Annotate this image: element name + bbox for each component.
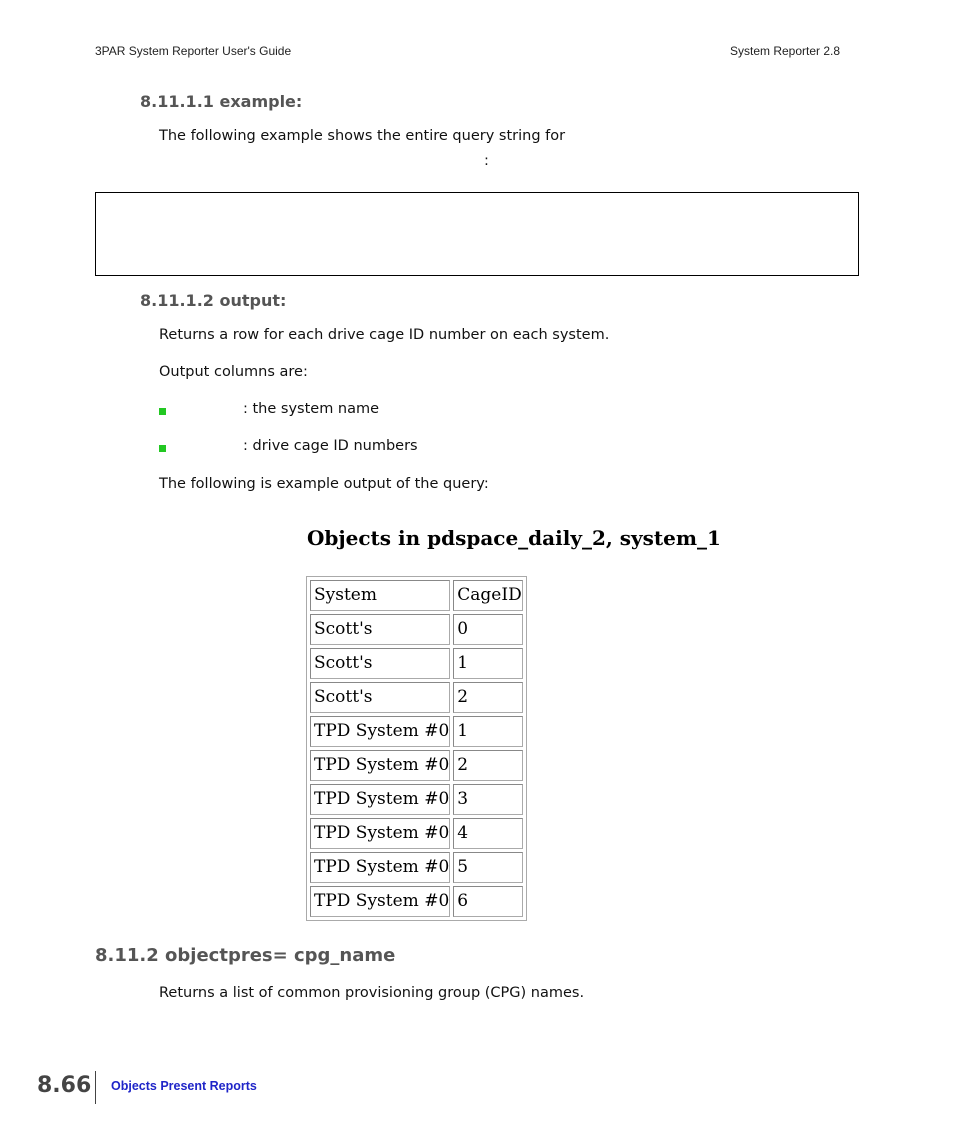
table-row <box>310 750 523 781</box>
footer-divider <box>95 1071 96 1104</box>
output-heading: 8.11.1.2 output: <box>140 291 287 310</box>
table-row <box>310 716 523 747</box>
cell-cageid: 3 <box>453 784 522 815</box>
table-row <box>310 818 523 849</box>
cpg-heading: 8.11.2 objectpres= cpg_name <box>95 945 396 966</box>
cpg-text: Returns a list of common provisioning group (CPG) names. <box>159 985 585 1001</box>
figure-title: Objects in pdspace_daily_2, system_1 <box>307 526 721 550</box>
example-heading: 8.11.1.1 example: <box>140 92 303 111</box>
cell-cageid: 5 <box>453 852 522 883</box>
table-row <box>310 648 523 679</box>
output-intro: Returns a row for each drive cage ID number on each system. <box>159 327 610 343</box>
table-row <box>310 614 523 645</box>
cell-system: TPD System #0 <box>310 852 450 883</box>
footer-chapter-link[interactable]: Objects Present Reports <box>111 1079 257 1093</box>
output-columns-label: Output columns are: <box>159 364 308 380</box>
output-table <box>306 576 527 921</box>
cell-cageid: 2 <box>453 682 522 713</box>
example-output-label: The following is example output of the query: <box>159 476 489 492</box>
cell-system: TPD System #0 <box>310 716 450 747</box>
table-row <box>310 682 523 713</box>
table-header-system: System <box>310 580 450 611</box>
cell-system: TPD System #0 <box>310 818 450 849</box>
table-header-cageid: CageID <box>453 580 522 611</box>
bullet-icon <box>159 445 166 452</box>
column-desc-system: : the system name <box>243 401 380 417</box>
running-header-title: 3PAR System Reporter User's Guide <box>95 44 292 58</box>
cell-cageid: 2 <box>453 750 522 781</box>
cell-system: Scott's <box>310 648 450 679</box>
cell-system: Scott's <box>310 682 450 713</box>
example-text-colon: : <box>484 153 489 169</box>
running-header-version: System Reporter 2.8 <box>730 44 841 58</box>
table-row <box>310 852 523 883</box>
column-desc-cageid: : drive cage ID numbers <box>243 438 418 454</box>
cell-cageid: 6 <box>453 886 522 917</box>
query-code-box <box>95 192 859 276</box>
cell-cageid: 4 <box>453 818 522 849</box>
table-row <box>310 784 523 815</box>
cell-cageid: 1 <box>453 648 522 679</box>
table-row <box>310 886 523 917</box>
cell-system: TPD System #0 <box>310 750 450 781</box>
bullet-icon <box>159 408 166 415</box>
cell-system: Scott's <box>310 614 450 645</box>
cell-cageid: 0 <box>453 614 522 645</box>
example-text: The following example shows the entire query string for <box>159 128 566 144</box>
table-header-row <box>310 580 523 611</box>
cell-system: TPD System #0 <box>310 886 450 917</box>
page-number: 8.66 <box>37 1073 92 1098</box>
cell-system: TPD System #0 <box>310 784 450 815</box>
cell-cageid: 1 <box>453 716 522 747</box>
